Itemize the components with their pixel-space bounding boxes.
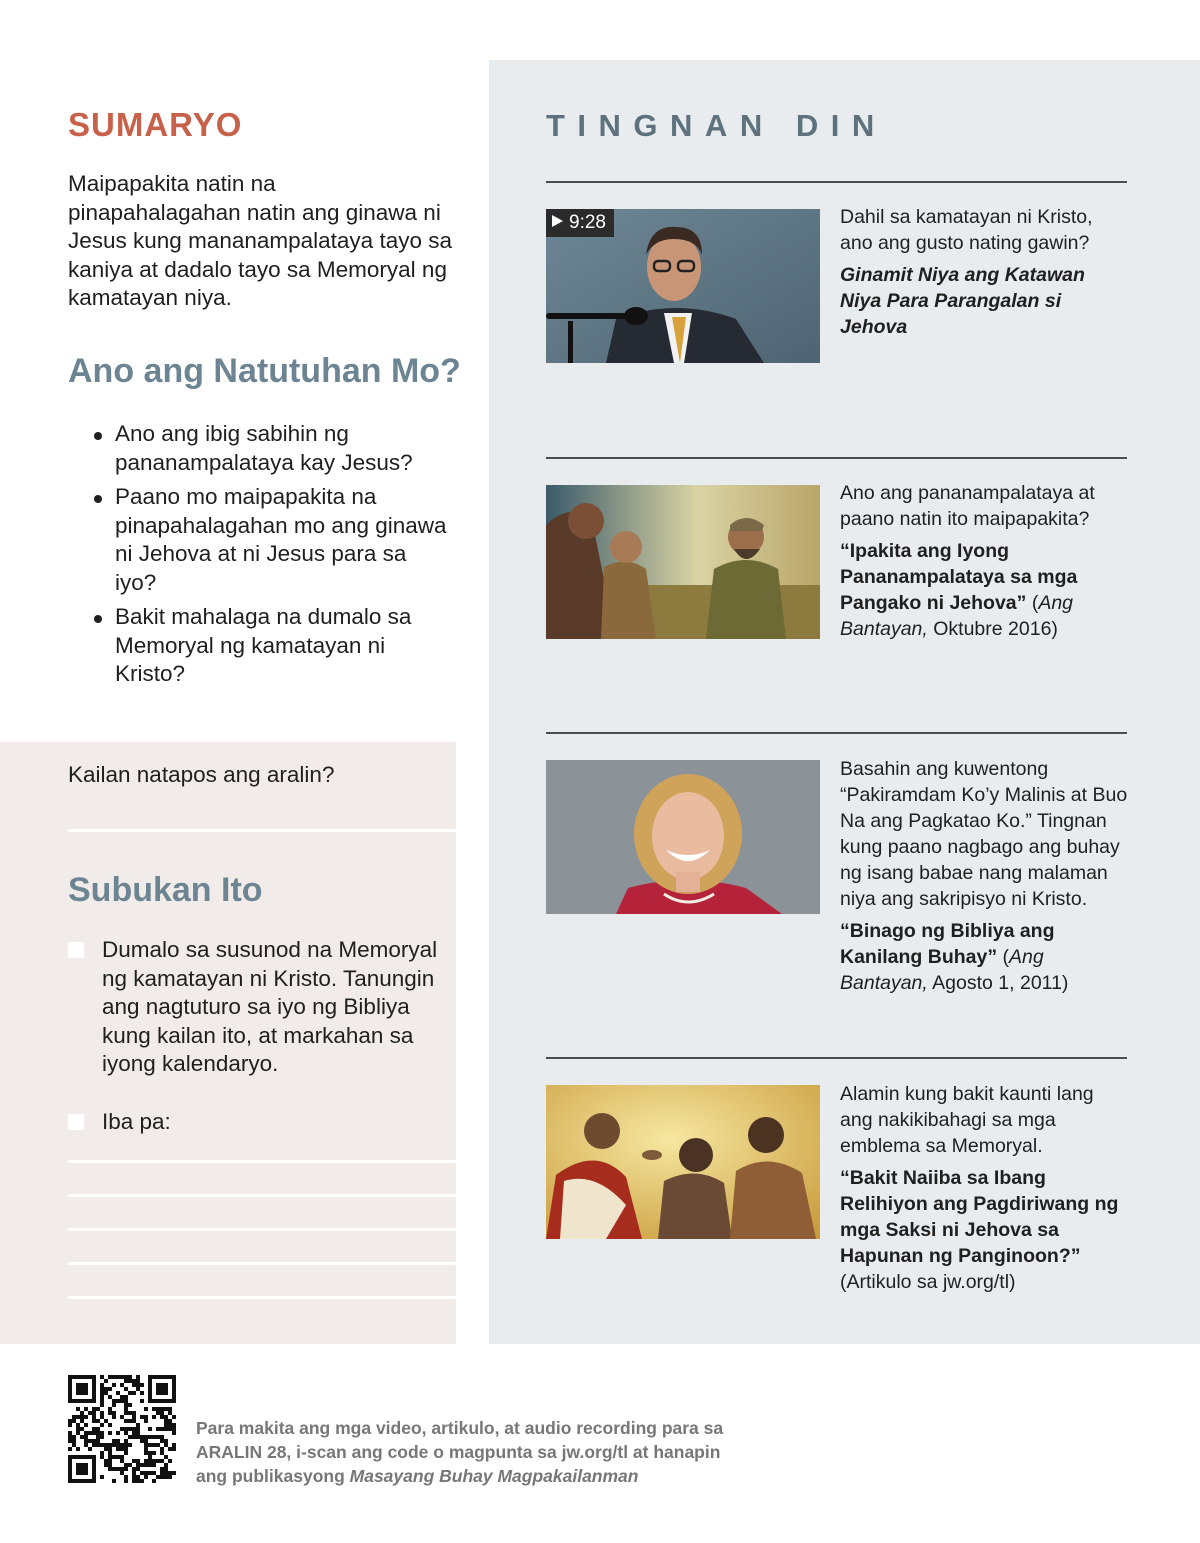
- write-line[interactable]: [68, 1228, 456, 1231]
- question-item: Paano mo maipapakita na pinapahalagahan mo ang ginawa ni Jehova at ni Jesus para sa iyo?: [92, 483, 452, 597]
- article-thumbnail-woman[interactable]: [546, 760, 820, 914]
- qr-code-icon[interactable]: [68, 1375, 176, 1483]
- footer-publication: Masayang Buhay Magpakailanman: [349, 1466, 639, 1486]
- play-icon: [552, 215, 563, 227]
- question-item: Bakit mahalaga na dumalo sa Memoryal ng kamatayan ni Kristo?: [92, 603, 452, 689]
- question-item: Ano ang ibig sabihin ng pananampalataya kay Jesus?: [92, 420, 452, 477]
- try-item-label: Iba pa:: [102, 1109, 171, 1134]
- write-line[interactable]: [68, 1262, 456, 1265]
- video-duration-badge: [546, 209, 614, 237]
- summary-title: SUMARYO: [68, 106, 243, 143]
- try-item-label: Dumalo sa susunod na Memoryal ng kamatayan ni Kristo. Tanungin ang nagtuturo sa iyo ng Bibliya kung kailan ito, at markahan sa iyong kalendaryo.: [102, 937, 438, 1076]
- completion-date-line[interactable]: [68, 829, 456, 832]
- entry-source: (Artikulo sa jw.org/tl): [840, 1271, 1016, 1293]
- entry-title-link[interactable]: “Binago ng Bibliya ang Kanilang Buhay”: [840, 920, 1055, 968]
- lords-supper-image: [546, 1085, 820, 1239]
- see-also-entry: [840, 1081, 1130, 1295]
- entry-title-link[interactable]: “Bakit Naiiba sa Ibang Relihiyon ang Pagdiriwang ng mga Saksi ni Jehova sa Hapunan ng Panginoon?”: [840, 1167, 1119, 1267]
- checkbox[interactable]: [68, 942, 84, 958]
- entry-description: Basahin ang kuwentong “Pakiramdam Ko’y Malinis at Buo Na ang Pagkatao Ko.” Tingnan kung paano nagbago ang buhay ng isang babae nang malaman niya ang sakripisyo ni Kristo.: [840, 758, 1128, 910]
- video-thumbnail-speaker[interactable]: [546, 209, 820, 363]
- divider: [546, 732, 1127, 734]
- source-paren: (: [997, 946, 1010, 968]
- woman-smiling-image: [546, 760, 820, 914]
- source-publication: Ang Bantayan,: [840, 946, 1044, 994]
- source-date: Agosto 1, 2011): [927, 972, 1069, 994]
- see-also-entry: [840, 480, 1130, 642]
- entry-citation: [840, 538, 1130, 642]
- source-date: Oktubre 2016): [927, 618, 1058, 640]
- write-line[interactable]: [68, 1160, 456, 1163]
- entry-title-link[interactable]: “Ipakita ang Iyong Pananampalataya sa mga Pangako ni Jehova”: [840, 540, 1078, 614]
- entry-citation: [840, 918, 1130, 996]
- completion-question: Kailan natapos ang aralin?: [68, 762, 335, 787]
- see-also-title: TINGNAN DIN: [546, 108, 887, 143]
- divider: [546, 1057, 1127, 1059]
- duration-text: 9:28: [569, 212, 606, 233]
- entry-description: Dahil sa kamatayan ni Kristo, ano ang gusto nating gawin?: [840, 206, 1093, 254]
- footer-instructions: Para makita ang mga video, artikulo, at audio recording para sa ARALIN 28, i-scan ang code o magpunta sa jw.org/tl at hanapin ang publikasyong: [196, 1418, 724, 1486]
- source-paren: (: [1026, 592, 1039, 614]
- entry-description: Alamin kung bakit kaunti lang ang nakikibahagi sa mga emblema sa Memoryal.: [840, 1083, 1094, 1157]
- write-line[interactable]: [68, 1194, 456, 1197]
- entry-title-link[interactable]: Ginamit Niya ang Katawan Niya Para Parangalan si Jehova: [840, 264, 1085, 338]
- entry-description: Ano ang pananampalataya at paano natin ito maipapakita?: [840, 482, 1095, 530]
- learned-title: Ano ang Natutuhan Mo?: [68, 352, 461, 390]
- divider: [546, 457, 1127, 459]
- question-list: [92, 420, 452, 695]
- footer-text: [196, 1416, 756, 1488]
- divider: [546, 181, 1127, 183]
- write-line[interactable]: [68, 1296, 456, 1299]
- try-this-title: Subukan Ito: [68, 871, 263, 909]
- see-also-entry: [840, 204, 1130, 340]
- article-thumbnail-men[interactable]: [546, 485, 820, 639]
- source-publication: Ang Bantayan,: [840, 592, 1074, 640]
- try-item-other: [68, 1108, 438, 1137]
- article-thumbnail-supper[interactable]: [546, 1085, 820, 1239]
- see-also-entry: [840, 756, 1130, 996]
- summary-text: Maipapakita natin na pinapahalagahan natin ang ginawa ni Jesus kung mananampalataya tayo sa kaniya at dadalo tayo sa Memoryal ng kamatayan niya.: [68, 171, 452, 310]
- try-item-memorial: [68, 936, 438, 1079]
- men-talking-image: [546, 485, 820, 639]
- checkbox[interactable]: [68, 1114, 84, 1130]
